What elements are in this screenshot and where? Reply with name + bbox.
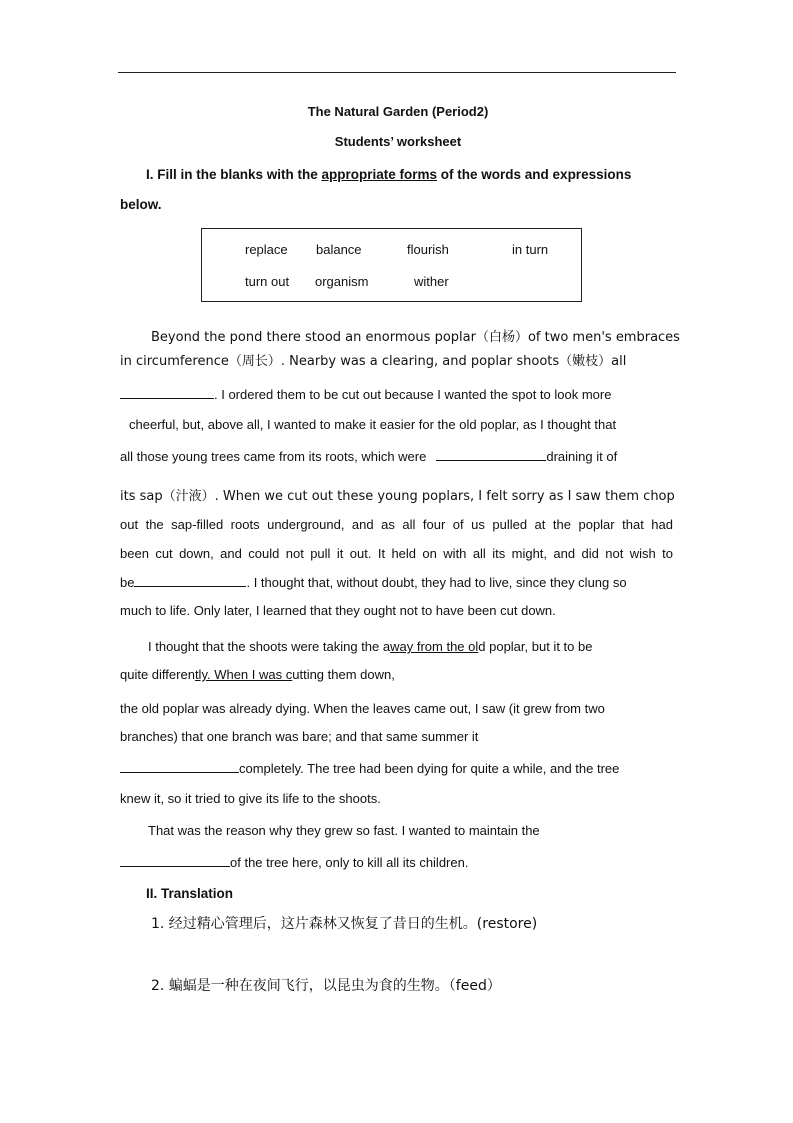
answer-blank-5[interactable]: [120, 853, 230, 867]
word-bank-box: [201, 228, 582, 302]
passage-line: [120, 573, 676, 592]
passage-underlined-text: way from the ol: [390, 639, 479, 654]
passage-text: . I ordered them to be cut out because I wanted the spot to look more: [214, 387, 612, 402]
word-bank-item: flourish: [407, 242, 449, 257]
header-rule: [118, 72, 676, 73]
passage-text: quite differen: [120, 667, 195, 682]
word-bank-item: turn out: [245, 274, 290, 289]
passage-text: all those young trees came from its roots, which were: [120, 449, 427, 464]
passage-line: out the sap-filled roots underground, and as all four of us pulled at the poplar that had: [120, 517, 673, 532]
answer-blank-3[interactable]: [134, 573, 246, 587]
passage-line: Beyond the pond there stood an enormous poplar（白杨）of two men's embraces: [151, 330, 680, 345]
passage-line: cheerful, but, above all, I wanted to make it easier for the old poplar, as I thought that: [129, 417, 617, 432]
passage-line: [120, 385, 676, 404]
section-1-heading-suffix: of the words and expressions: [437, 167, 632, 182]
word-bank-item: in turn: [512, 242, 549, 257]
answer-blank-2[interactable]: [436, 447, 546, 461]
translation-question-2: 2. 蝙蝠是一种在夜间飞行，以昆虫为食的生物。（feed）: [151, 978, 501, 994]
translation-question-1: 1. 经过精心管理后，这片森林又恢复了昔日的生机。(restore): [151, 916, 538, 932]
section-1-heading-line2: below.: [120, 197, 162, 212]
passage-underlined-text: tly. When I was c: [194, 667, 293, 682]
passage-line: That was the reason why they grew so fast. I wanted to maintain the: [148, 823, 540, 838]
passage-text: of the tree here, only to kill all its children.: [230, 855, 469, 870]
passage-text: . I thought that, without doubt, they had to live, since they clung so: [246, 575, 627, 590]
word-bank-item: organism: [315, 274, 369, 289]
passage-line: [120, 759, 676, 778]
passage-line: the old poplar was already dying. When the leaves came out, I saw (it grew from two: [120, 701, 605, 716]
passage-line: branches) that one branch was bare; and that same summer it: [120, 729, 479, 744]
word-bank-item: balance: [316, 242, 362, 257]
section-1-heading: [146, 166, 676, 184]
passage-text: d poplar, but it to be: [478, 639, 593, 654]
passage-text: I thought that the shoots were taking the a: [148, 639, 391, 654]
passage-text: draining it of: [546, 449, 618, 464]
passage-line: its sap（汁液）. When we cut out these young poplars, I felt sorry as I saw them chop: [120, 489, 675, 504]
answer-blank-1[interactable]: [120, 385, 214, 399]
passage-line: [120, 853, 676, 872]
document-subtitle: Students’ worksheet: [334, 134, 462, 149]
passage-text: utting them down,: [292, 667, 395, 682]
passage-line: much to life. Only later, I learned that they ought not to have been cut down.: [120, 603, 556, 618]
answer-blank-4[interactable]: [120, 759, 239, 773]
passage-line: in circumference（周长）. Nearby was a clearing, and poplar shoots（嫩枝）all: [120, 354, 627, 369]
document-title: The Natural Garden (Period2): [307, 104, 489, 119]
passage-line: knew it, so it tried to give its life to the shoots.: [120, 791, 381, 806]
word-bank-item: replace: [245, 242, 288, 257]
passage-line: [120, 447, 676, 466]
word-bank-item: wither: [414, 274, 449, 289]
passage-line: [148, 638, 704, 656]
section-1-heading-prefix: I. Fill in the blanks with the: [146, 167, 322, 182]
section-1-heading-emphasis: appropriate forms: [321, 167, 438, 182]
passage-line: been cut down, and could not pull it out. It held on with all its might, and did not wish to: [120, 546, 673, 561]
section-2-heading: II. Translation: [146, 886, 234, 901]
passage-text: be: [120, 575, 135, 590]
passage-line: [120, 666, 676, 684]
passage-text: completely. The tree had been dying for quite a while, and the tree: [239, 761, 620, 776]
